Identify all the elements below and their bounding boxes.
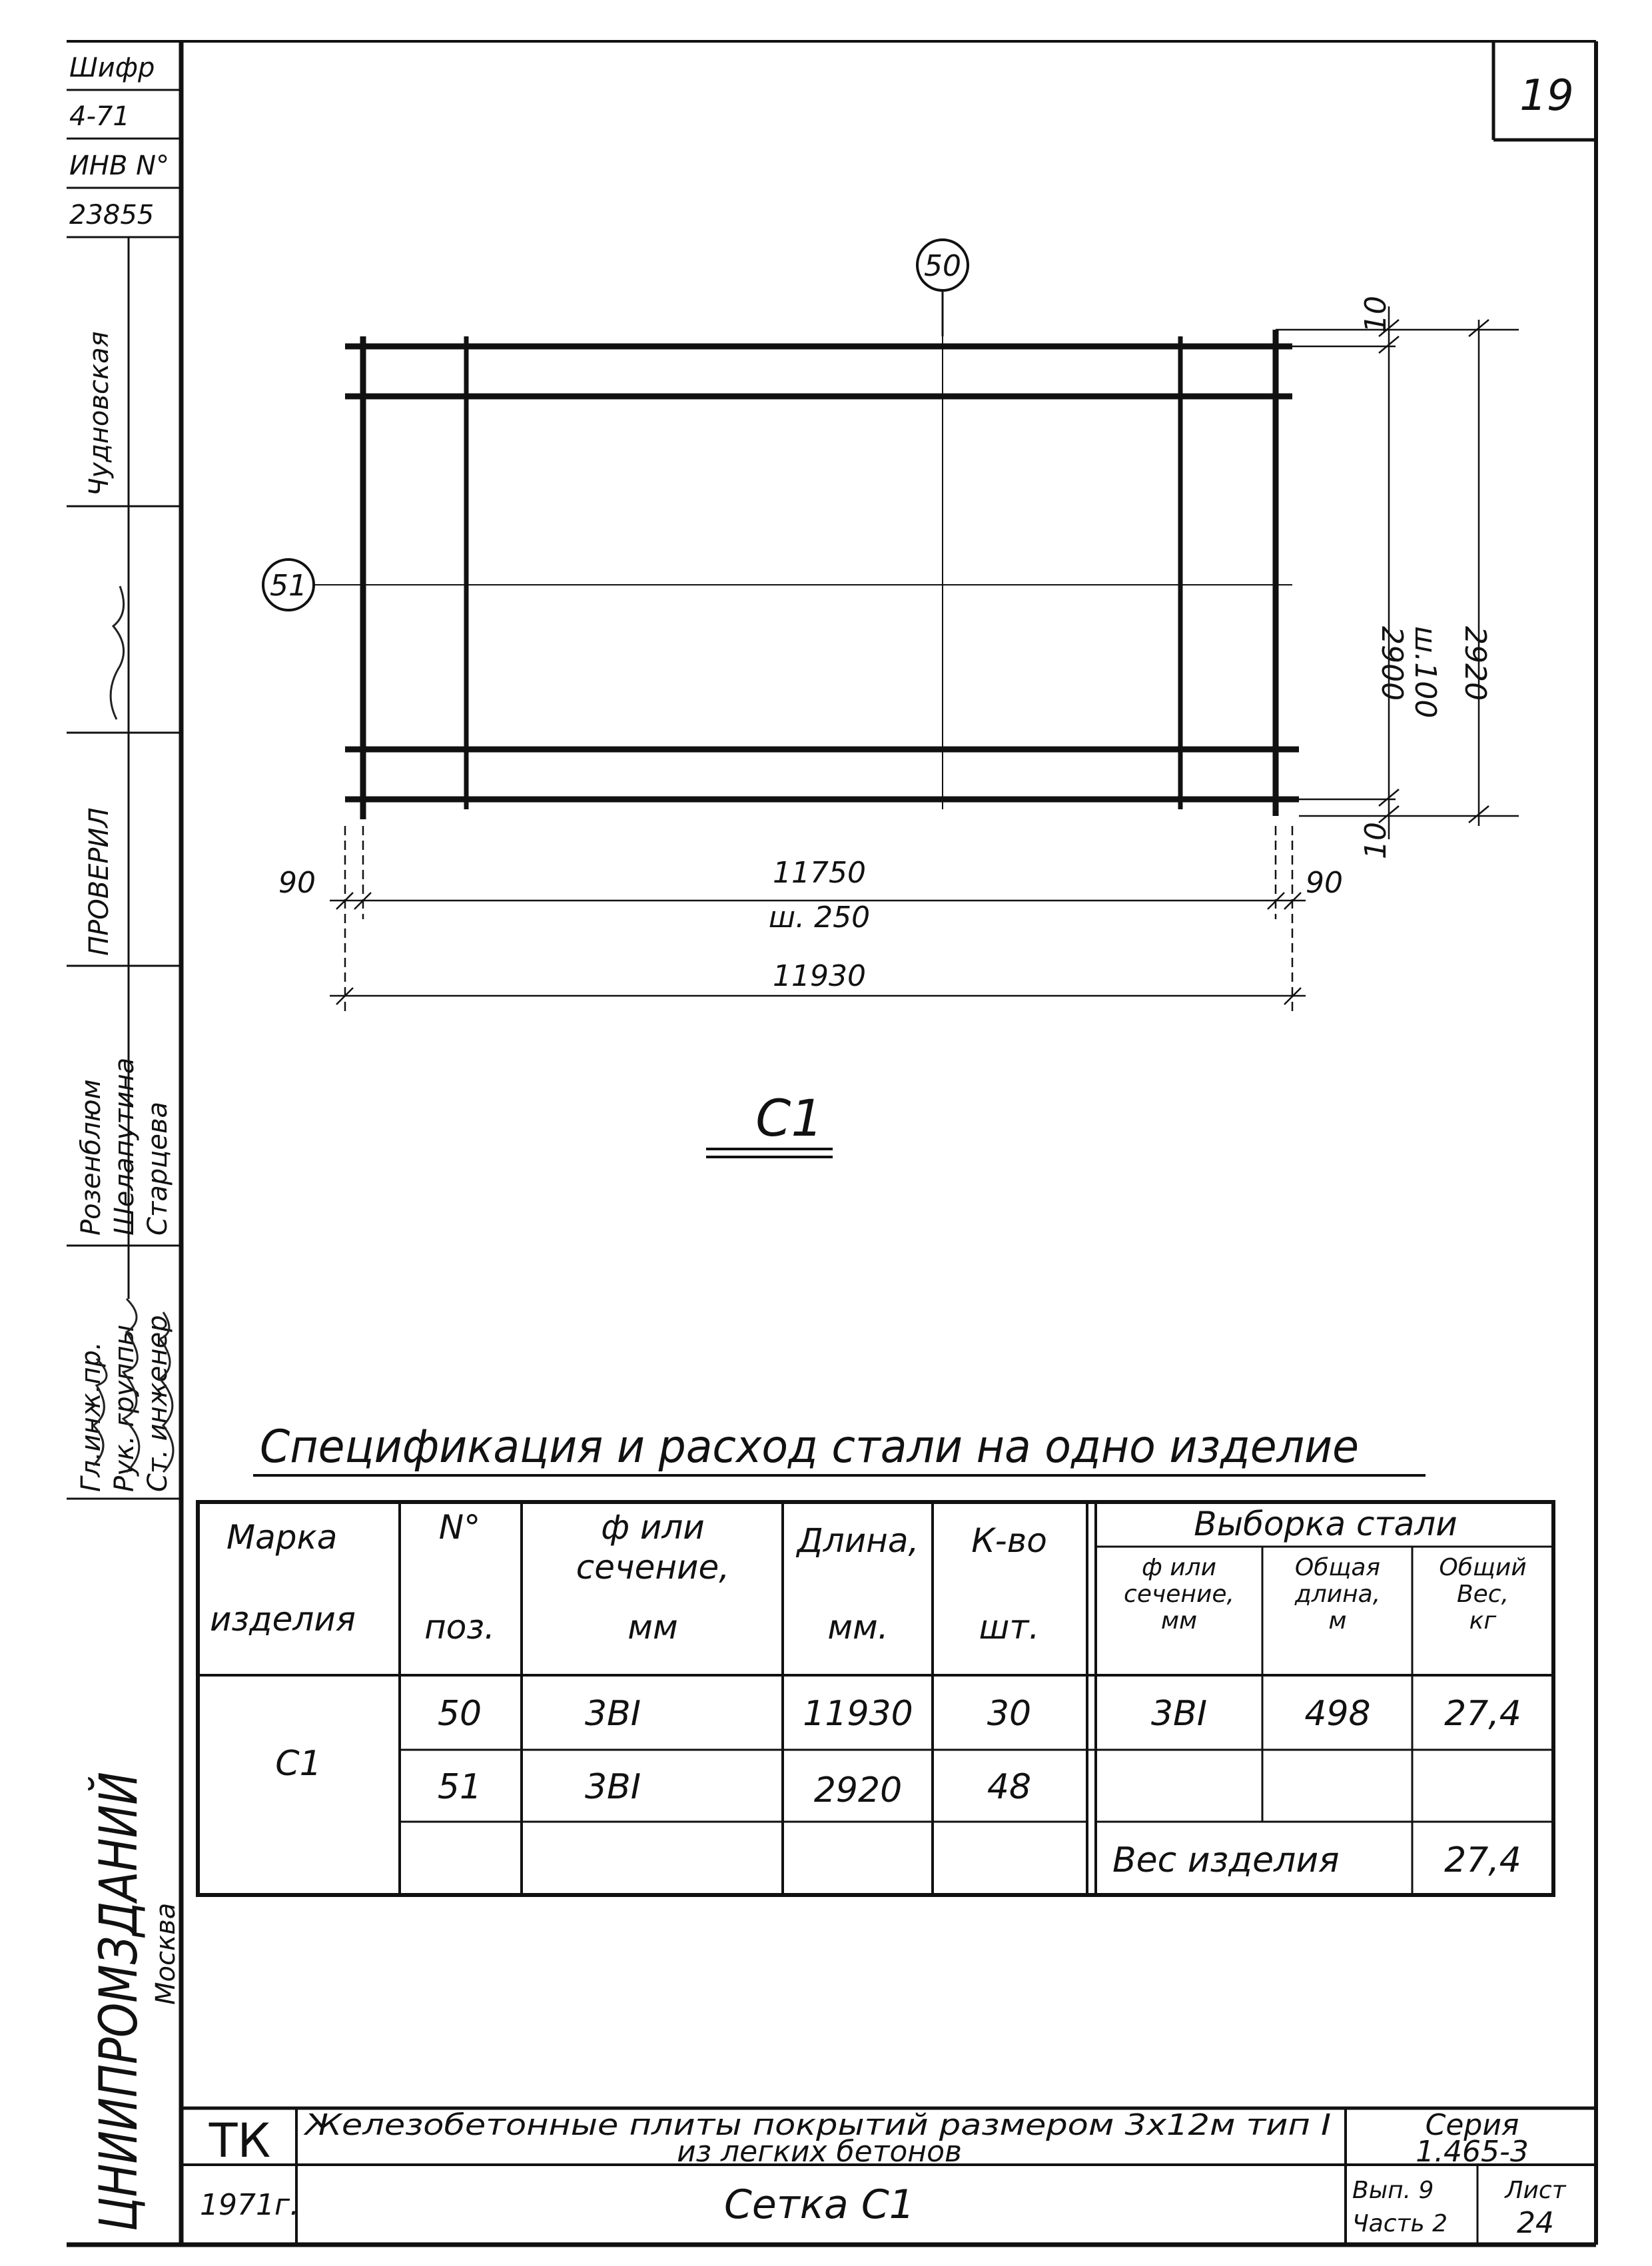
dim-step-vertical: ш.100 — [1408, 626, 1442, 719]
series-label: Серия — [1425, 2108, 1519, 2142]
header-qty-line1: К-во — [971, 1521, 1047, 1560]
tk-label: ТК — [208, 2113, 271, 2168]
row1-pos: 50 — [437, 1694, 482, 1734]
header-section-line2: сечение, — [576, 1548, 730, 1587]
sel-section-value: 3ВI — [1150, 1694, 1208, 1734]
year-label: 1971г. — [200, 2188, 300, 2222]
position-51-label: 51 — [270, 569, 307, 603]
dim-step-horizontal: ш. 250 — [768, 901, 871, 935]
position-50-label: 50 — [924, 249, 961, 283]
header-length-line1: Длина, — [797, 1521, 919, 1560]
header-sel-weight-2: Вес, — [1456, 1581, 1509, 1608]
organization-city: Москва — [151, 1902, 181, 2005]
sheet-number: 19 — [1519, 71, 1574, 121]
header-section-line1: ф или — [601, 1508, 705, 1547]
header-sel-section-1: ф или — [1141, 1554, 1217, 1581]
list-value: 24 — [1517, 2206, 1554, 2240]
header-sel-section-2: сечение, — [1124, 1581, 1234, 1608]
sel-length-value: 498 — [1304, 1694, 1371, 1734]
inventory-number: 23855 — [69, 200, 155, 230]
row2-length: 2920 — [813, 1770, 903, 1810]
mark-label: С1 — [755, 1088, 823, 1148]
title-line-1: Железобетонные плиты покрытий размером 3х12м тип I — [302, 2108, 1332, 2142]
row1-length: 11930 — [803, 1694, 913, 1734]
role-group-head: Рук. группы — [109, 1324, 140, 1492]
row1-section: 3ВI — [584, 1694, 641, 1734]
header-pos-line1: N° — [438, 1508, 481, 1547]
dim-11750: 11750 — [773, 856, 866, 890]
part-label: Часть 2 — [1352, 2210, 1448, 2237]
dim-2900: 2900 — [1375, 626, 1409, 701]
dim-left-offset: 90 — [278, 866, 316, 900]
row2-section: 3ВI — [584, 1767, 641, 1807]
role-chief-engineer: Гл.инж.пр. — [76, 1341, 107, 1492]
checked-label: ПРОВЕРИЛ — [84, 807, 115, 956]
header-sel-weight-1: Общий — [1439, 1554, 1527, 1581]
name-startseva: Старцева — [143, 1101, 173, 1236]
header-sel-length-1: Общая — [1294, 1554, 1381, 1581]
issue-label: Вып. 9 — [1352, 2177, 1434, 2204]
header-sel-length-3: м — [1328, 1607, 1347, 1635]
name-rozenblyum: Розенблюм — [76, 1079, 107, 1236]
role-senior-engineer: Ст. инженер — [143, 1315, 173, 1492]
inventory-label: ИНВ N° — [69, 151, 170, 181]
row1-qty: 30 — [987, 1694, 1032, 1734]
organization-name: ЦНИИПРОМЗДАНИЙ — [89, 1692, 149, 2231]
name-shelaputina: Шелапутина — [109, 1057, 140, 1236]
dim-right-offset: 90 — [1306, 866, 1343, 900]
row2-qty: 48 — [987, 1767, 1032, 1807]
series-value: 1.465-3 — [1416, 2135, 1529, 2169]
header-selection: Выборка стали — [1194, 1505, 1457, 1543]
dim-2920: 2920 — [1458, 626, 1492, 701]
archive-label: Шифр — [69, 53, 155, 83]
sel-weight-value: 27,4 — [1444, 1694, 1521, 1734]
total-weight-label: Вес изделия — [1112, 1840, 1340, 1880]
dim-11930: 11930 — [773, 959, 866, 993]
header-pos-line2: поз. — [424, 1608, 495, 1647]
header-sel-length-2: длина, — [1294, 1581, 1381, 1608]
list-label: Лист — [1505, 2177, 1566, 2204]
header-qty-line2: шт. — [979, 1608, 1040, 1647]
dim-bottom-offset: 10 — [1359, 822, 1393, 859]
title-line-2: из легких бетонов — [677, 2135, 962, 2169]
header-mark-line2: изделия — [210, 1600, 356, 1639]
spec-title: Спецификация и расход стали на одно изделие — [260, 1421, 1359, 1473]
archive-code: 4-71 — [69, 101, 130, 132]
row-mark: С1 — [275, 1744, 322, 1784]
header-section-line3: мм — [627, 1608, 678, 1647]
header-mark-line1: Марка — [226, 1518, 338, 1557]
header-length-line2: мм. — [827, 1608, 889, 1647]
total-weight-value: 27,4 — [1444, 1840, 1521, 1880]
subtitle: Сетка С1 — [724, 2181, 915, 2228]
header-sel-section-3: мм — [1160, 1607, 1198, 1635]
row2-pos: 51 — [437, 1767, 482, 1807]
dim-top-offset: 10 — [1359, 296, 1393, 333]
name-chudnovskaya: Чудновская — [84, 331, 115, 496]
header-sel-weight-3: кг — [1469, 1607, 1497, 1635]
signature-1 — [111, 586, 124, 719]
